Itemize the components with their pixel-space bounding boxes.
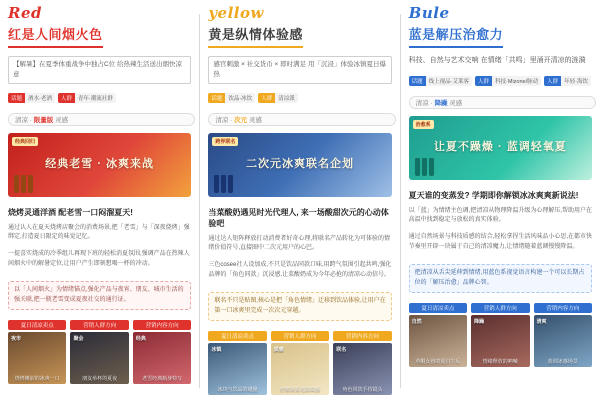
thumb-image[interactable] (271, 343, 329, 395)
chip-suffix: 灵感 (449, 99, 463, 107)
chip-word: 限量版 (33, 116, 54, 124)
thumb-caption: 营销内容方向 (333, 331, 391, 341)
tag-row-blue (409, 76, 592, 86)
tag-item[interactable] (58, 93, 116, 103)
body-paragraph: 以「蓝」为情绪主色调,把清凉从物理降温升级为心理解压,帮助用户在高温中找到稳定与放松的真实体验。 (408, 207, 592, 224)
section-heading-blue: 夏天谁的变蒸发? 学期即你解锁冰冰爽爽新说法! (408, 190, 579, 200)
thumb-caption: 夏日清凉卖点 (8, 320, 66, 330)
thumb-caption: 营销内容方向 (534, 303, 592, 313)
page-title-red: 红是人间烟火色 (8, 22, 103, 48)
thumb-image[interactable] (70, 332, 128, 384)
tag-value: 青年·潮流社群 (75, 93, 116, 103)
section-chip-yellow (208, 113, 395, 126)
callout-yellow: 联名不只是贴图,核心是把「角色情绪」迁移到饮品体验,让用户在第一口冰爽里完成一次次元穿越。 (208, 292, 391, 321)
body-paragraph: 通过认人在夏天烧烤店聚会的消费场景,把「老雪」与「深夜烧烤」强绑定,打造夏日限定的味觉记忆。 (8, 224, 190, 241)
thumb-image[interactable] (471, 315, 529, 367)
thumb-overlay-label: 经典 (135, 336, 146, 343)
thumb-image-caption: 蓝调冰感场景 (547, 359, 578, 366)
thumbnail-row-red (8, 320, 191, 384)
section-chip-red (8, 113, 195, 126)
section-heading-yellow: 当菜酸奶遇见时光代理人, 来一场酸甜次元的心动体验吧 (208, 207, 389, 228)
thumb-image[interactable] (8, 332, 66, 384)
tag-key: 话题 (208, 93, 225, 103)
thumb-caption: 营销人群方向 (471, 303, 529, 313)
hero-card-red[interactable] (8, 133, 191, 197)
chip-suffix: 灵感 (55, 116, 69, 124)
tag-key: 人群 (58, 93, 75, 103)
list-item[interactable] (8, 320, 66, 384)
bottle-icon (14, 175, 33, 193)
tag-item[interactable] (409, 76, 472, 86)
thumb-image-caption: 冰块与饮品的碰撞 (217, 387, 258, 394)
tag-value: 酒水·老酒 (25, 93, 55, 103)
hero-badge: 跨界联名 (212, 137, 238, 146)
chip-prefix: 清凉 · (15, 116, 32, 124)
chip-word: 次元 (234, 116, 248, 124)
tag-key: 人群 (258, 93, 275, 103)
thumb-overlay-label: 冰镇 (211, 347, 222, 354)
thumb-caption: 营销人群方向 (70, 320, 128, 330)
thumb-image-caption: 角色同款手持镜头 (342, 387, 383, 394)
thumb-image[interactable] (208, 343, 266, 395)
thumb-overlay-label: 质感 (273, 347, 284, 354)
thumbnail-row-blue (409, 303, 592, 367)
tag-item[interactable] (258, 93, 298, 103)
thumb-image[interactable] (534, 315, 592, 367)
body-paragraph: 通过自然场景与科技质感的结合,轻松拿捏生活风味品小心思,在都市快节奏里开辟一块属于自己的清凉魔力,让情绪随着蓝调慢慢降温。 (408, 234, 592, 251)
column-red (4, 6, 195, 396)
list-item[interactable] (133, 320, 191, 384)
thumb-overlay-label: 清爽 (536, 319, 547, 326)
list-item[interactable] (409, 303, 467, 367)
list-item[interactable] (70, 320, 128, 384)
tag-item[interactable] (208, 93, 255, 103)
section-heading-red: 烧烤灵通洋酒 配老雪一口闷溜夏天! (8, 207, 133, 217)
header-red (4, 6, 195, 48)
bottle-icon (415, 158, 434, 176)
tag-item[interactable] (8, 93, 55, 103)
column-divider (400, 14, 401, 388)
thumb-caption: 夏日清凉卖点 (208, 331, 266, 341)
hero-title: 经典老雪 · 冰爽来战 (45, 157, 155, 170)
thumb-image[interactable] (133, 332, 191, 384)
thumb-image[interactable] (333, 343, 391, 395)
list-item[interactable] (471, 303, 529, 367)
thumb-overlay-label: 聚会 (73, 336, 84, 343)
hero-title: 二次元冰爽联名企划 (245, 157, 354, 170)
tag-row-yellow (208, 93, 391, 103)
header-blue (405, 6, 596, 48)
column-divider (199, 14, 200, 388)
intro-note-yellow: 感官刺激 × 社交货币 × 即时满足 用「沉浸」体验冰镇夏日爆热 (208, 56, 391, 84)
body-paragraph: 通过达人矩阵释放打动消费者好奇心理,将联名产品转化为可体验的情绪价值符号,直接圈中二次元用户的心巴。 (208, 235, 390, 252)
thumb-image-caption: 烧烤摊前的冰爽一口 (14, 376, 60, 383)
thumb-caption: 夏日清凉卖点 (409, 303, 467, 313)
hero-title: 让夏不躁燥 · 蓝调轻氧夏 (433, 140, 567, 153)
hero-badge: 经典回归 (12, 137, 38, 146)
thumb-overlay-label: 降躁 (474, 319, 485, 326)
hero-badge: 治愈系 (413, 120, 434, 129)
tag-value: 年轻·海饮 (561, 76, 591, 86)
tag-key: 人群 (475, 76, 492, 86)
callout-blue: 把清凉从舌尖延伸到情绪,用蓝色系视觉语言构建一个可以长期占位的「解压治愈」品牌心智。 (409, 264, 592, 293)
list-item[interactable] (271, 331, 329, 395)
hero-card-blue[interactable] (409, 116, 592, 180)
chip-word: 降躁 (434, 99, 448, 107)
tag-key: 人群 (544, 76, 561, 86)
script-word-blue: Bule (408, 4, 450, 22)
script-word-red: Red (8, 4, 42, 22)
thumb-image[interactable] (409, 315, 467, 367)
thumb-caption: 营销人群方向 (271, 331, 329, 341)
column-blue (405, 6, 596, 396)
list-item[interactable] (208, 331, 266, 395)
body-paragraph: 一提喜实烧成的冷季组儿再现下班的轻松消夏氛围,强调产品在热辣人间烟火中的解暑定位,让用户产生即刻想喝一杯的冲动。 (8, 251, 190, 268)
thumb-image-caption: 情绪释放的呐喊 (482, 359, 518, 366)
column-yellow (204, 6, 395, 396)
tag-key: 话题 (8, 93, 25, 103)
tag-value: 线上视品·艾莱客 (426, 76, 472, 86)
tag-row-red (8, 93, 191, 103)
tag-value: 饮品·冰饮 (225, 93, 255, 103)
thumb-overlay-label: 联名 (336, 347, 347, 354)
hero-card-yellow[interactable] (208, 133, 391, 197)
bottle-icon (214, 175, 233, 193)
tag-item[interactable] (475, 76, 541, 86)
page-title-blue: 蓝是解压治愈力 (409, 22, 504, 48)
thumb-image-caption: 柠檬黄系光影质感 (279, 387, 320, 394)
intro-note-red: 【解暑】在夏季体重战争中独占C位 给热辣生活送出烟快凉意 (8, 56, 191, 84)
thumb-overlay-label: 自然 (411, 319, 422, 326)
callout-red: 以「人间烟火」为情绪锚点,强化产品与夜宵、朋友、城市生活的强关联,把一瓶老雪变成夏夜社交的通行证。 (8, 281, 191, 310)
list-item[interactable] (534, 303, 592, 367)
tag-item[interactable] (544, 76, 591, 86)
tag-value: 科技·Mizone/脉动 (492, 76, 541, 86)
thumb-image-caption: 老雪经典瓶身特写 (142, 376, 183, 383)
tag-key: 话题 (409, 76, 426, 86)
body-paragraph: 三色cosee社人设加成,不只是饮品同款口味,用跨气氛围引起共鸣,强化品牌的「角色同款」沉浸感,让菜酸奶成为今年必抢的清凉心动信号。 (208, 262, 392, 279)
chip-prefix: 清凉 · (215, 116, 233, 124)
intro-note-blue: 科技、自然与艺术交响 在情绪「共鸣」里涌开清凉的涟漪 (408, 57, 586, 64)
section-chip-blue (409, 96, 596, 109)
thumbnail-row-yellow (208, 331, 391, 395)
thumb-image-caption: 草帽女孩的夏日午后 (415, 359, 461, 366)
header-yellow (204, 6, 395, 48)
chip-suffix: 灵感 (248, 116, 262, 124)
list-item[interactable] (333, 331, 391, 395)
thumb-caption: 营销内容方向 (133, 320, 191, 330)
script-word-yellow: yellow (208, 4, 264, 22)
chip-prefix: 清凉 · (415, 99, 433, 107)
page-title-yellow: 黄是纵情体验感 (208, 22, 303, 48)
thumb-image-caption: 朋友举杯的夏夜 (82, 376, 118, 383)
thumb-overlay-label: 夜市 (11, 336, 22, 343)
tag-value: 清凉派 (275, 93, 298, 103)
